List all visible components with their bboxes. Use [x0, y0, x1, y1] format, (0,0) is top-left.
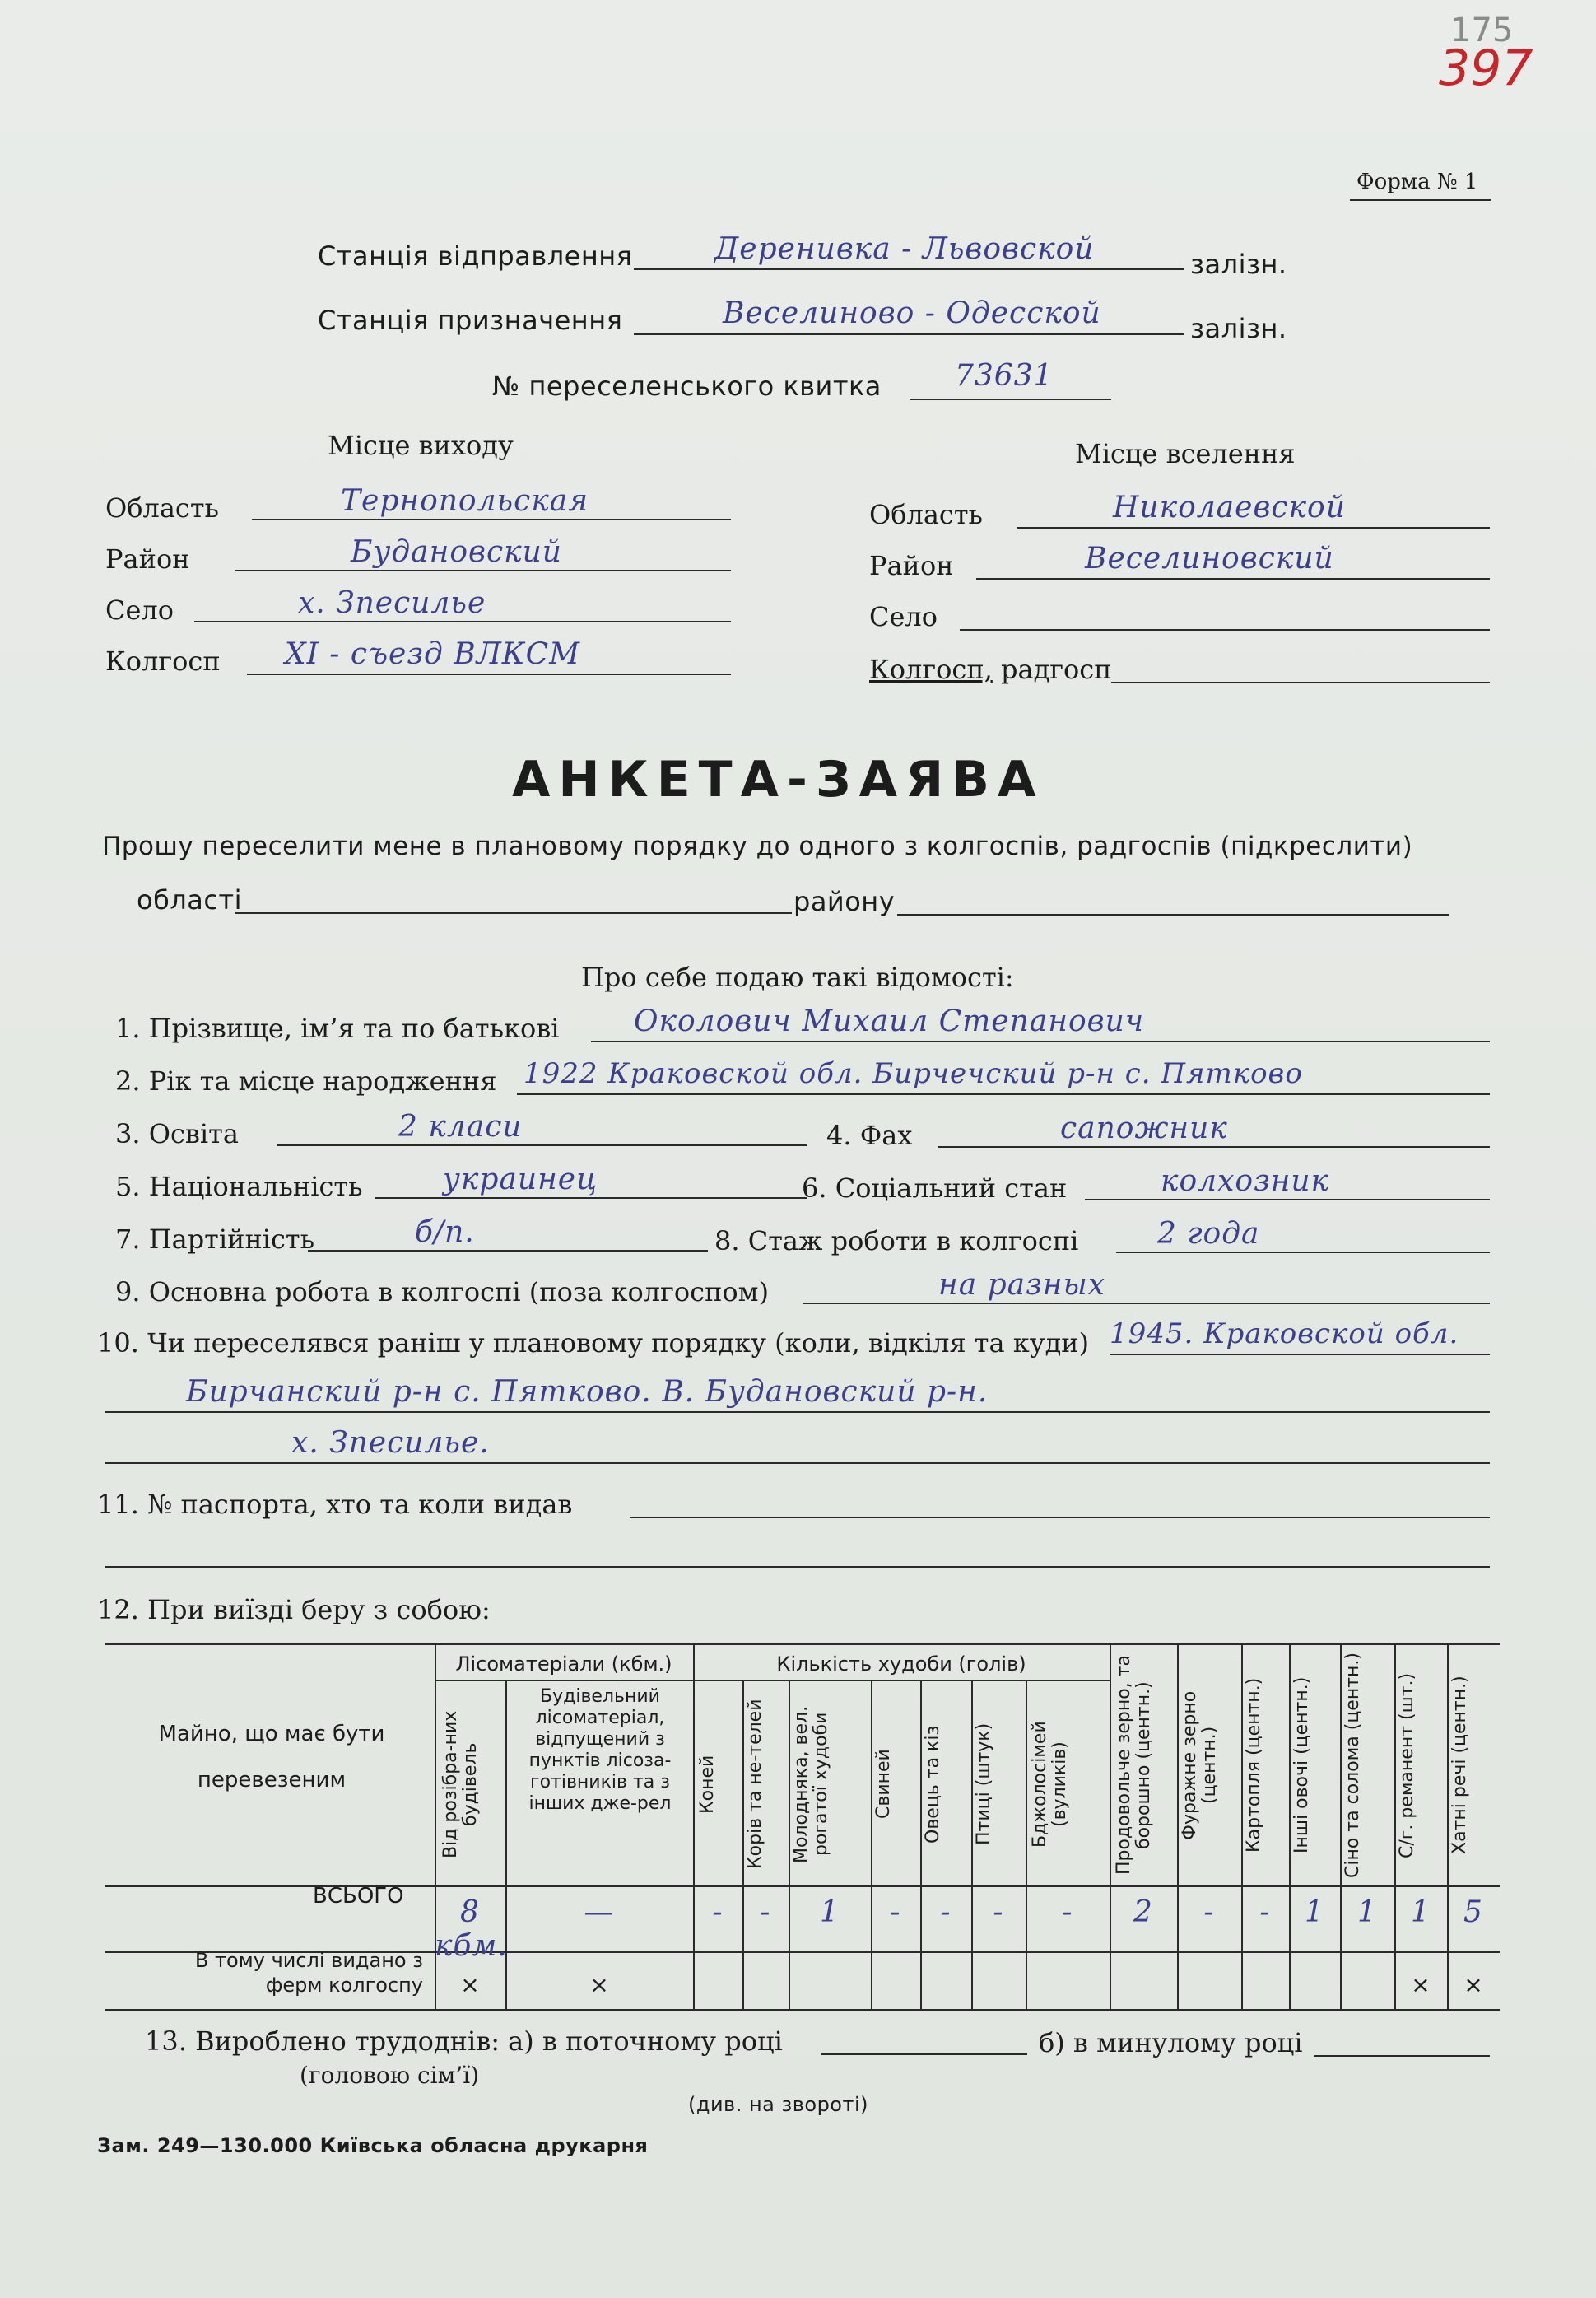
col-property: Майно, що має бути перевезеним	[158, 1722, 385, 1792]
archive-red-number: 397	[1439, 40, 1533, 97]
farm-mark-15: ×	[1463, 1971, 1483, 1998]
col-food-grain: Продовольче зерно, та борошно (центн.)	[1114, 1655, 1154, 1876]
destination-heading: Місце вселення	[1075, 438, 1296, 469]
row-total-label: ВСЬОГО	[313, 1884, 404, 1909]
request-text: Прошу переселити мене в плановому порядку до одного з колгоспів, радгоспів (підкреслити)	[102, 832, 1413, 861]
field-3-value: 2 класи	[398, 1110, 523, 1144]
total-value-5: -	[890, 1895, 901, 1929]
total-value-14: 1	[1411, 1895, 1431, 1929]
col-horses: Коней	[697, 1755, 718, 1814]
total-value-7: -	[993, 1895, 1004, 1929]
field-8-label: 8. Стаж роботи в колгоспі	[714, 1225, 1079, 1256]
ticket-value: 73631	[955, 359, 1054, 393]
destination-suffix: залізн.	[1190, 313, 1287, 344]
col-poultry: Птиці (штук)	[974, 1722, 994, 1846]
field-13-sub: (головою сім’ї)	[300, 2062, 480, 2089]
footer-note: (див. на звороті)	[688, 2093, 869, 2116]
request-raion-label: району	[793, 886, 896, 917]
col-bees: Бджолосімей (вуликів)	[1030, 1721, 1070, 1848]
total-value-11: -	[1259, 1895, 1271, 1929]
field-1-label: 1. Прізвище, ім’я та по батькові	[115, 1013, 560, 1044]
col-cows: Корів та не-телей	[745, 1699, 765, 1870]
field-12-label: 12. При виїзді беру з собою:	[97, 1594, 491, 1625]
origin-oblast-label: Область	[105, 492, 219, 524]
field-5-value: украинец	[443, 1163, 598, 1196]
total-value-2: -	[712, 1895, 724, 1929]
field-8-value: 2 года	[1157, 1217, 1260, 1251]
col-building-timber: Будівельний лісоматеріал, відпущений з пунктів лісоза-готівників та з інших дже-рел	[528, 1686, 672, 1814]
departure-suffix: залізн.	[1190, 249, 1287, 280]
col-potatoes: Картопля (центн.)	[1244, 1677, 1264, 1853]
col-vegetables: Інші овочі (центн.)	[1291, 1676, 1312, 1854]
field-1-value: Околович Михаил Степанович	[634, 1005, 1145, 1038]
field-10-value-3: х. Зпесилье.	[291, 1426, 490, 1460]
field-9-label: 9. Основна робота в колгоспі (поза колгоспом)	[115, 1276, 770, 1307]
farm-mark-14: ×	[1411, 1971, 1431, 1998]
col-young-cattle: Молодняка, вел. рогатої худоби	[791, 1705, 831, 1863]
dest-oblast-value: Николаевской	[1113, 491, 1346, 524]
archive-pencil-number: 175	[1450, 12, 1514, 49]
origin-oblast-value: Тернопольская	[341, 484, 589, 518]
dest-radhosp-label: радгосп	[1001, 654, 1112, 685]
field-7-value: б/п.	[415, 1215, 475, 1249]
departure-label: Станція відправлення	[318, 240, 633, 272]
form-number: Форма № 1	[1356, 170, 1478, 194]
total-value-12: 1	[1305, 1895, 1324, 1929]
total-value-4: 1	[820, 1895, 840, 1929]
dest-selo-label: Село	[869, 601, 938, 632]
total-value-13: 1	[1357, 1895, 1377, 1929]
total-value-15: 5	[1463, 1895, 1483, 1929]
intro-text: Про себе подаю такі відомості:	[581, 962, 1014, 993]
destination-label: Станція призначення	[318, 305, 623, 336]
dest-kolhosp-label: Колгосп,	[869, 654, 993, 685]
dest-oblast-label: Область	[869, 499, 983, 530]
farm-mark-1: ×	[589, 1971, 609, 1998]
col-hay: Сіно та солома (центн.)	[1342, 1652, 1363, 1879]
field-6-label: 6. Соціальний стан	[802, 1172, 1068, 1204]
col-inventory: С/г. реманент (шт.)	[1397, 1672, 1417, 1858]
col-pigs: Свиней	[873, 1749, 894, 1820]
total-value-3: -	[760, 1895, 771, 1929]
group-livestock: Кількість худоби (голів)	[776, 1652, 1026, 1676]
row-farm-label: В тому числі видано з ферм колгоспу	[194, 1949, 423, 1997]
field-7-label: 7. Партійність	[115, 1224, 315, 1255]
form-title: АНКЕТА-ЗАЯВА	[512, 751, 1045, 809]
total-value-1: —	[584, 1895, 615, 1929]
origin-kolhosp-label: Колгосп	[105, 646, 221, 677]
origin-raion-value: Будановский	[351, 535, 562, 569]
field-13-label: 13. Вироблено трудоднів: а) в поточному році	[145, 2025, 783, 2057]
origin-heading: Місце виходу	[328, 430, 514, 461]
total-value-8: -	[1062, 1895, 1073, 1929]
dest-raion-label: Район	[869, 550, 954, 581]
field-6-value: колхозник	[1161, 1164, 1330, 1198]
origin-raion-label: Район	[105, 543, 190, 575]
total-value-0: 8 кбм.	[435, 1895, 508, 1963]
field-10-value-1: 1945. Краковской обл.	[1110, 1317, 1459, 1350]
printer-imprint: Зам. 249—130.000 Київська обласна друкарня	[97, 2134, 649, 2157]
field-10-value-2: Бирчанский р-н с. Пятково. В. Будановский р-н.	[186, 1375, 989, 1409]
col-sheep: Овець та кіз	[923, 1725, 943, 1844]
col-fodder: Фуражне зерно (центн.)	[1180, 1690, 1220, 1840]
dest-raion-value: Веселиновский	[1085, 542, 1334, 576]
field-2-value: 1922 Краковской обл. Бирчечский р-н с. Пятково	[523, 1057, 1303, 1090]
field-13-b-label: б) в минулому році	[1039, 2027, 1303, 2058]
origin-selo-label: Село	[105, 594, 174, 626]
origin-kolhosp-value: XI - съезд ВЛКСМ	[285, 637, 581, 671]
field-9-value: на разных	[938, 1268, 1106, 1302]
request-oblast-label: області	[137, 884, 242, 916]
col-from-buildings: Від розібра-них будівель	[440, 1710, 481, 1858]
destination-value: Веселиново - Одесской	[723, 296, 1101, 330]
field-4-value: сапожник	[1060, 1112, 1228, 1145]
field-11-label: 11. № паспорта, хто та коли видав	[97, 1489, 573, 1520]
total-value-10: -	[1203, 1895, 1215, 1929]
col-household: Хатні речі (центн.)	[1449, 1676, 1470, 1855]
departure-value: Деренивка - Львовской	[714, 232, 1095, 266]
total-value-6: -	[940, 1895, 952, 1929]
field-5-label: 5. Національність	[115, 1171, 363, 1202]
field-10-label: 10. Чи переселявся раніш у плановому порядку (коли, відкіля та куди)	[97, 1327, 1090, 1359]
farm-mark-0: ×	[460, 1971, 480, 1998]
field-2-label: 2. Рік та місце народження	[115, 1065, 497, 1097]
field-3-label: 3. Освіта	[115, 1118, 239, 1149]
group-timber: Лісоматеріали (кбм.)	[455, 1652, 672, 1676]
origin-selo-value: х. Зпесилье	[298, 586, 486, 620]
field-4-label: 4. Фах	[826, 1120, 913, 1151]
total-value-9: 2	[1133, 1895, 1153, 1929]
ticket-label: № переселенського квитка	[492, 371, 882, 402]
